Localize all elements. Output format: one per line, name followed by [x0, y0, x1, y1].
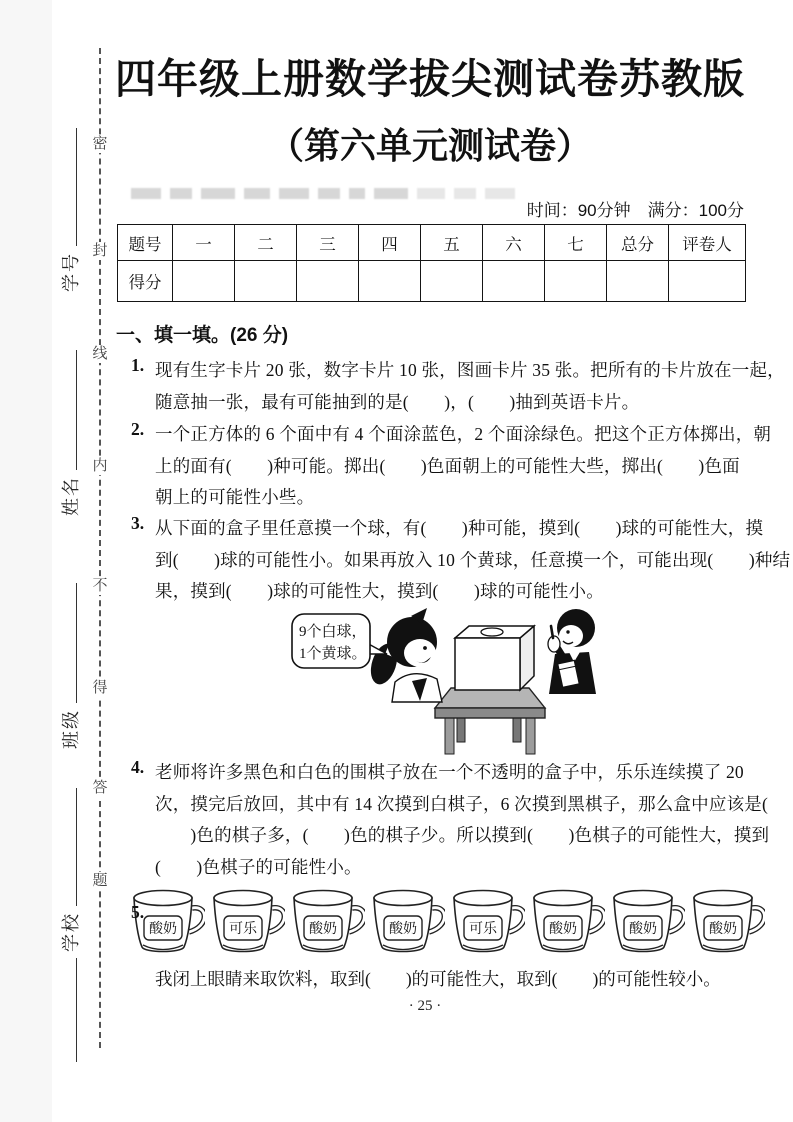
score-cell-blank [235, 261, 297, 302]
score-row-label: 得分 [118, 261, 173, 302]
score-cell-blank [421, 261, 483, 302]
cup-icon [611, 888, 685, 958]
question-text: 一个正方体的 6 个面中有 4 个面涂蓝色，2 个面涂绿色。把这个正方体掷出，朝 上的面有( )种可能。掷出( )色面朝上的可能性大些，掷出( )色面 朝上的可能性小些。 [155, 424, 772, 508]
page-subtitle: （第六单元测试卷） [267, 125, 592, 166]
cup-label: 酸奶 [549, 922, 577, 937]
girl-figure [366, 608, 442, 702]
question-number: 2. [131, 419, 145, 439]
desk [435, 688, 545, 754]
score-cell-blank [607, 261, 669, 302]
seal-char: 题 [89, 872, 111, 890]
question-number: 1. [131, 355, 145, 375]
seal-char: 线 [89, 345, 111, 363]
cup-icon [211, 888, 285, 958]
page-number: · 25 · [408, 998, 442, 1014]
cup-label: 可乐 [229, 922, 257, 937]
cup-icon [131, 888, 205, 958]
question-2 [117, 419, 773, 514]
seal-char: 不 [89, 577, 111, 595]
side-label-school [60, 788, 82, 1062]
cup-label: 酸奶 [309, 922, 337, 937]
section-heading: 一、填一填。(26 分) [116, 325, 289, 346]
score-table-header: 评卷人 [669, 225, 746, 261]
question-text: 我闭上眼睛来取饮料，取到( )的可能性大，取到( )的可能性较小。 [155, 969, 721, 989]
question-4 [117, 757, 773, 883]
side-label-text: 姓名 [61, 476, 81, 516]
side-label-text: 学校 [61, 912, 81, 952]
seal-dashed-line [99, 48, 101, 1048]
score-table-header: 题号 [118, 225, 173, 261]
score-table-header: 总分 [607, 225, 669, 261]
cup-label: 酸奶 [709, 922, 737, 937]
score-table-header: 五 [421, 225, 483, 261]
cup-icon [531, 888, 605, 958]
score-cell-blank [483, 261, 545, 302]
ball-box-illustration [283, 602, 613, 762]
question-text: 老师将许多黑色和白色的围棋子放在一个不透明的盒子中，乐乐连续摸了 20 次，摸完后放回，其中有 14 次摸到白棋子，6 次摸到黑棋子，那么盒中应该是( )色的棋子多，( )色的棋子少。所以摸到( )色棋子的可能性大，摸到 ( )色棋子的可能性小。 [155, 762, 770, 877]
cup-icon [691, 888, 765, 958]
seal-char: 内 [89, 457, 111, 475]
ballot-box [455, 626, 534, 690]
score-cell-blank [297, 261, 359, 302]
cup-label: 可乐 [469, 922, 497, 937]
question-number: 3. [131, 513, 145, 533]
score-table-header: 四 [359, 225, 421, 261]
write-line [62, 128, 77, 246]
score-table [117, 224, 746, 302]
score-cell-blank [359, 261, 421, 302]
cups-row [131, 888, 773, 958]
write-line [62, 958, 77, 1062]
score-cell-blank [545, 261, 607, 302]
cup-label: 酸奶 [389, 922, 417, 937]
speech-bubble-text: 9个白球， [299, 624, 367, 640]
score-table-header: 二 [235, 225, 297, 261]
seal-char: 得 [89, 679, 111, 697]
seal-char: 答 [89, 779, 111, 797]
speech-bubble-text: 1个黄球。 [299, 646, 367, 662]
question-text: 从下面的盒子里任意摸一个球，有( )种可能，摸到( )球的可能性大，摸 到( )球的可能性小。如果再放入 10 个黄球，任意摸一个，可能出现( )种结 果，摸到( )球的可能性大，摸到( )球的可能性小。 [155, 518, 791, 602]
question-number: 4. [131, 757, 145, 777]
write-line [62, 788, 77, 906]
score-table-header: 六 [483, 225, 545, 261]
question-text: 现有生字卡片 20 张，数字卡片 10 张，图画卡片 35 张。把所有的卡片放在一起， 随意抽一张，最有可能抽到的是( )，( )抽到英语卡片。 [155, 360, 785, 412]
seal-char: 封 [89, 242, 111, 260]
score-cell-blank [669, 261, 746, 302]
boy-figure [548, 609, 596, 694]
question-3 [117, 513, 791, 608]
cup-label: 酸奶 [149, 922, 177, 937]
cup-icon [371, 888, 445, 958]
cup-label: 酸奶 [629, 922, 657, 937]
side-label-class [60, 583, 82, 749]
side-label-text: 学号 [61, 252, 81, 292]
score-table-header: 七 [545, 225, 607, 261]
side-label-name [60, 350, 82, 516]
write-line [62, 350, 77, 470]
cup-icon [291, 888, 365, 958]
seal-char: 密 [89, 135, 111, 153]
cup-icon [451, 888, 525, 958]
score-cell-blank [173, 261, 235, 302]
page-edge [0, 0, 52, 1122]
side-label-student-number [60, 128, 82, 292]
write-line [62, 583, 77, 703]
score-table-header: 一 [173, 225, 235, 261]
question-number: 5. [131, 902, 145, 922]
time-score-info: 时间：90分钟 满分：100分 [526, 201, 744, 220]
question-5 [117, 888, 773, 996]
page-title: 四年级上册数学拔尖测试卷苏教版 [115, 56, 745, 102]
side-label-text: 班级 [61, 709, 81, 749]
question-1 [117, 355, 785, 418]
score-table-header: 三 [297, 225, 359, 261]
